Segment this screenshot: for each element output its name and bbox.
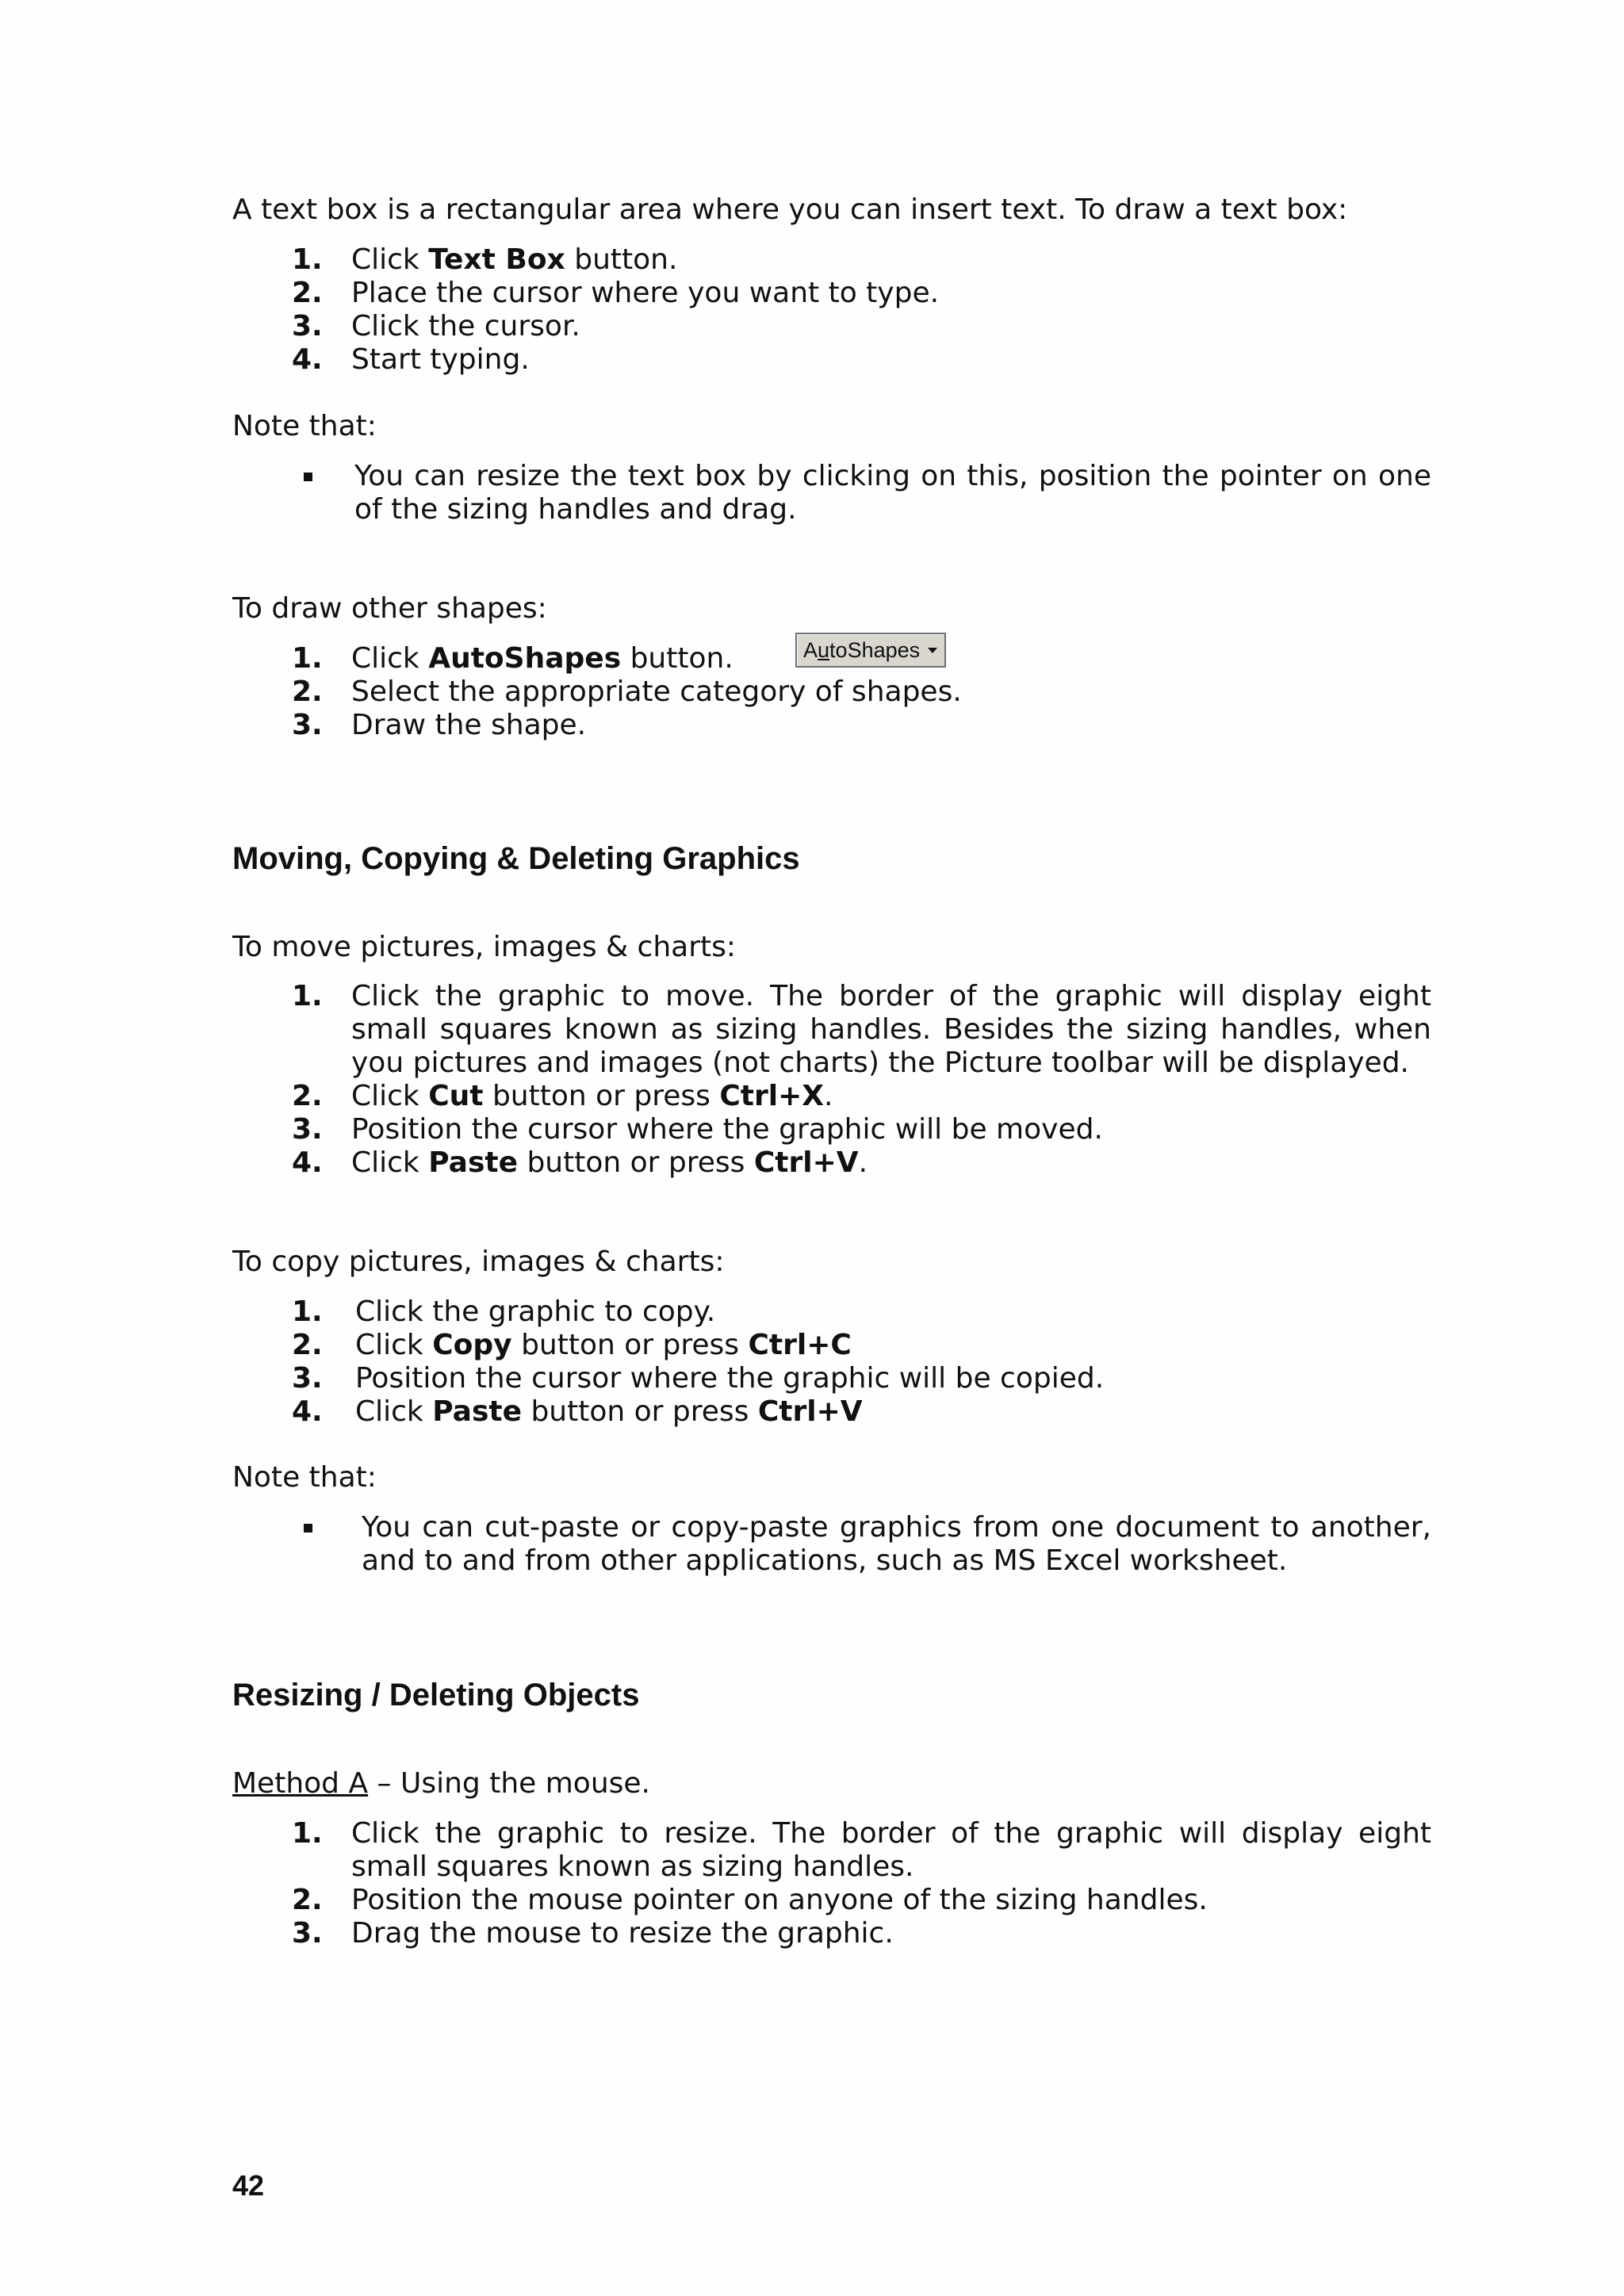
list-item: 1. Click the graphic to resize. The border of the graphic will display eight small squares known as sizing handles. xyxy=(292,1817,1431,1883)
textbox-note-list xyxy=(304,460,1431,526)
heading-resizing-deleting: Resizing / Deleting Objects xyxy=(232,1678,640,1712)
list-item: 3. Drag the mouse to resize the graphic. xyxy=(292,1917,894,1950)
list-item: You can cut-paste or copy-paste graphics from one document to another, and to and from other applications, such as MS Excel worksheet. xyxy=(304,1511,1431,1578)
list-item: 1. Click the graphic to move. The border of the graphic will display eight small squares known as sizing handles. Besides the sizing handles, when you pictures and images (not charts) the Picture toolbar will be displayed. xyxy=(292,980,1431,1079)
list-item: 2. Click Copy button or press Ctrl+C xyxy=(292,1329,852,1361)
list-item: 2. Select the appropriate category of shapes. xyxy=(292,675,962,708)
heading-moving-copying-deleting: Moving, Copying & Deleting Graphics xyxy=(232,841,800,876)
list-item: 3. Click the cursor. xyxy=(292,310,580,342)
textbox-intro: A text box is a rectangular area where you can insert text. To draw a text box: xyxy=(232,193,1348,226)
list-item: 1. Click Text Box button. xyxy=(292,243,678,276)
bullet-icon xyxy=(304,460,354,526)
dropdown-arrow-icon xyxy=(928,648,937,653)
copy-steps xyxy=(292,1295,1431,1429)
list-item: You can resize the text box by clicking on this, position the pointer on one of the sizing handles and drag. xyxy=(304,460,1431,526)
list-item: 4. Start typing. xyxy=(292,343,530,376)
list-item: 2. Place the cursor where you want to type. xyxy=(292,277,940,309)
copy-intro: To copy pictures, images & charts: xyxy=(232,1246,725,1278)
textbox-note-label: Note that: xyxy=(232,410,377,442)
bullet-icon xyxy=(304,1511,362,1578)
method-text: – Using the mouse. xyxy=(368,1767,650,1800)
autoshapes-button[interactable]: AutoShapes xyxy=(795,633,946,668)
resize-steps xyxy=(292,1817,1431,1950)
textbox-steps xyxy=(292,243,1431,377)
copy-note-label: Note that: xyxy=(232,1461,377,1494)
method-a-line xyxy=(232,1767,650,1800)
move-steps xyxy=(292,980,1431,1180)
page-number: 42 xyxy=(232,2169,265,2202)
list-item: 4. Click Paste button or press Ctrl+V. xyxy=(292,1146,868,1179)
list-item: 3. Position the cursor where the graphic will be copied. xyxy=(292,1362,1105,1395)
move-intro: To move pictures, images & charts: xyxy=(232,931,737,963)
list-item: 1. Click AutoShapes button. xyxy=(292,642,733,675)
list-item: 2. Click Cut button or press Ctrl+X. xyxy=(292,1080,833,1112)
list-item: 1. Click the graphic to copy. xyxy=(292,1295,716,1328)
list-item: 3. Draw the shape. xyxy=(292,709,587,741)
list-item: 3. Position the cursor where the graphic will be moved. xyxy=(292,1113,1103,1146)
shapes-intro: To draw other shapes: xyxy=(232,592,547,625)
method-label: Method A xyxy=(232,1767,369,1800)
copy-note-list xyxy=(304,1511,1431,1578)
list-item: 2. Position the mouse pointer on anyone of the sizing handles. xyxy=(292,1884,1208,1916)
list-item: 4. Click Paste button or press Ctrl+V xyxy=(292,1395,863,1428)
